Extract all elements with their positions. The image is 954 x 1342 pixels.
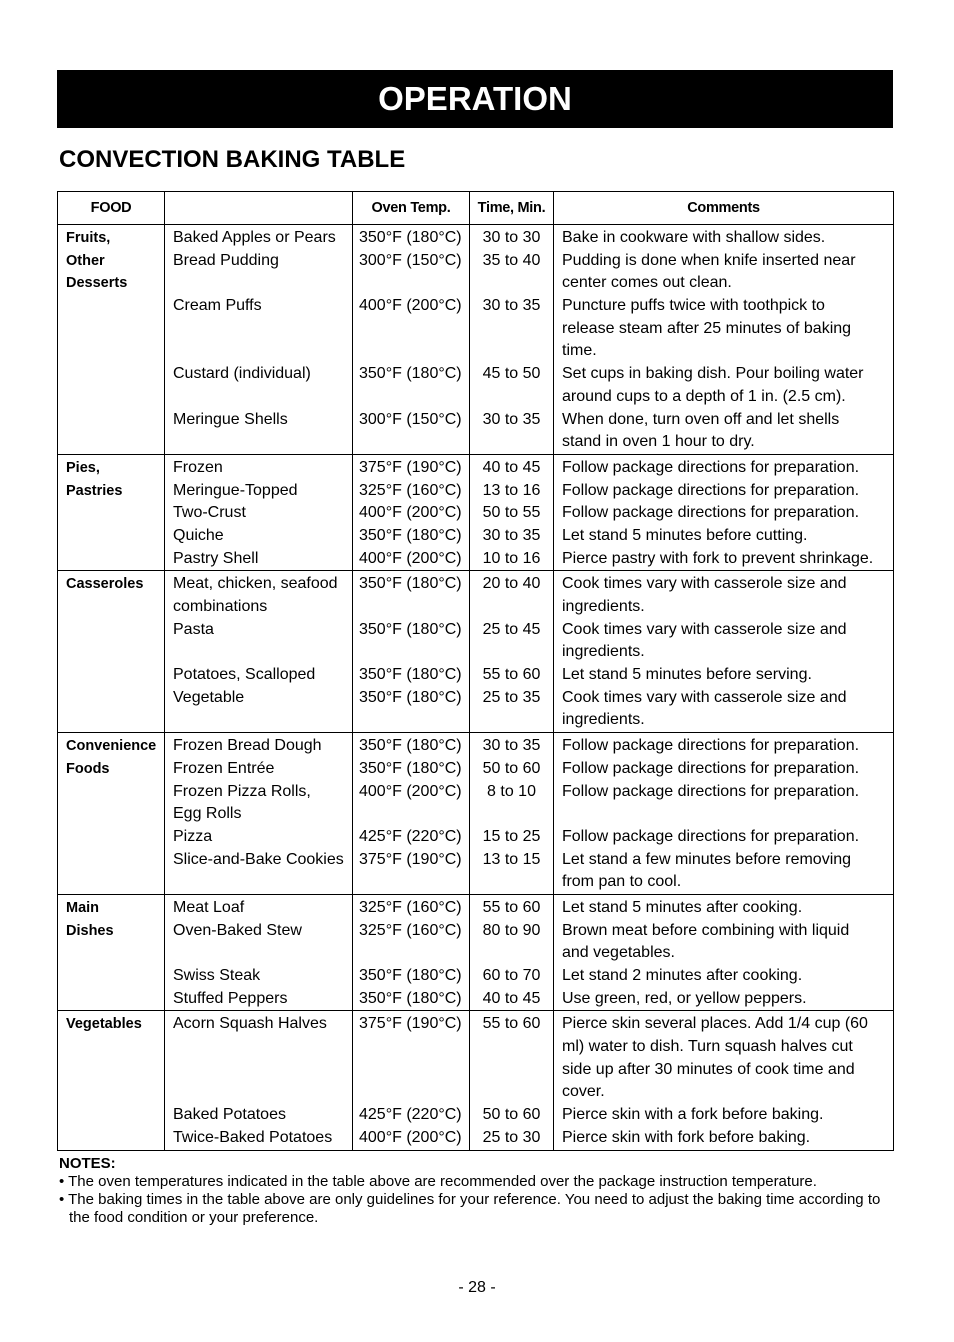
category-label: Other: [66, 252, 105, 269]
food-cell: [165, 571, 353, 733]
category-label: Casseroles: [66, 576, 144, 593]
cell-line: Follow package directions for preparation.: [562, 737, 860, 755]
cell-line: 400°F (200°C): [359, 504, 462, 522]
category-label: Dishes: [66, 922, 114, 939]
cell-line: Let stand 5 minutes before serving.: [562, 666, 812, 684]
oven-temp-cell: [353, 1011, 470, 1150]
time-cell: [470, 1011, 554, 1150]
cell-line: Pierce skin several places. Add 1/4 cup (60: [562, 1015, 868, 1033]
time-cell: [470, 454, 554, 570]
cell-line: 30 to 35: [482, 526, 541, 544]
cell-line: Pizza: [173, 827, 213, 845]
category-label: Foods: [66, 760, 110, 777]
cell-line: Brown meat before combining with liquid: [562, 921, 850, 939]
cell-line: Potatoes, Scalloped: [173, 666, 316, 684]
cell-line: Let stand a few minutes before removing: [562, 850, 852, 868]
cell-line: [165, 1036, 352, 1059]
cell-line: Vegetable: [173, 688, 245, 706]
cell-line: 325°F (160°C): [359, 481, 462, 499]
table-row-group: [58, 894, 894, 1010]
cell-line: from pan to cool.: [562, 873, 682, 891]
cell-line: 300°F (150°C): [359, 251, 462, 269]
cell-line: [470, 272, 553, 295]
cell-line: [470, 386, 553, 409]
cell-line: Use green, red, or yellow peppers.: [562, 989, 807, 1007]
cell-line: [353, 318, 469, 341]
column-header-item: [165, 192, 353, 225]
cell-line: 300°F (150°C): [359, 410, 462, 428]
cell-line: around cups to a depth of 1 in. (2.5 cm).: [562, 387, 846, 405]
category-label: Desserts: [66, 275, 128, 292]
cell-line: [165, 431, 352, 454]
cell-line: 30 to 35: [482, 297, 541, 315]
category-cell: [58, 894, 165, 1010]
comments-cell: [554, 733, 894, 895]
cell-line: ml) water to dish. Turn squash halves cut: [562, 1038, 853, 1056]
oven-temp-cell: [353, 454, 470, 570]
cell-line: [470, 1059, 553, 1082]
cell-line: [470, 1036, 553, 1059]
cell-line: [165, 709, 352, 732]
cell-line: 400°F (200°C): [359, 549, 462, 567]
table-row-group: [58, 454, 894, 570]
cell-line: stand in oven 1 hour to dry.: [562, 433, 755, 451]
category-label: Pies,: [66, 459, 100, 476]
cell-line: 350°F (180°C): [359, 526, 462, 544]
cell-line: 30 to 30: [482, 229, 541, 246]
column-header-food: FOOD: [58, 192, 165, 225]
cell-line: cover.: [562, 1083, 605, 1101]
cell-line: [353, 942, 469, 965]
cell-line: Quiche: [173, 526, 224, 544]
cell-line: [470, 709, 553, 732]
cell-line: 325°F (160°C): [359, 921, 462, 939]
cell-line: Frozen Entrée: [173, 759, 275, 777]
cell-line: Frozen: [173, 458, 223, 476]
note-item: • The oven temperatures indicated in the table above are recommended over the package instruction temperature.: [59, 1173, 817, 1190]
cell-line: 350°F (180°C): [359, 989, 462, 1007]
cell-line: [470, 318, 553, 341]
cell-line: 40 to 45: [482, 458, 541, 476]
cell-line: Follow package directions for preparation.: [562, 759, 860, 777]
table-row-group: [58, 1011, 894, 1150]
cell-line: [470, 942, 553, 965]
time-cell: [470, 733, 554, 895]
cell-line: 425°F (220°C): [359, 1106, 462, 1124]
cell-line: Follow package directions for preparation.: [562, 504, 860, 522]
cell-line: [470, 431, 553, 454]
cell-line: Let stand 5 minutes before cutting.: [562, 526, 808, 544]
section-title: CONVECTION BAKING TABLE: [59, 146, 406, 173]
cell-line: 375°F (190°C): [359, 458, 462, 476]
cell-line: Slice-and-Bake Cookies: [173, 850, 344, 868]
comments-cell: [554, 571, 894, 733]
table-row-group: [58, 571, 894, 733]
cell-line: [470, 596, 553, 619]
cell-line: Stuffed Peppers: [173, 989, 288, 1007]
cell-line: [470, 1081, 553, 1104]
oven-temp-cell: [353, 225, 470, 455]
cell-line: 350°F (180°C): [359, 620, 462, 638]
food-cell: [165, 1011, 353, 1150]
category-cell: [58, 1011, 165, 1150]
cell-line: [353, 272, 469, 295]
comments-cell: [554, 1011, 894, 1150]
cell-line: Cook times vary with casserole size and: [562, 620, 847, 638]
cell-line: [165, 641, 352, 664]
cell-line: [353, 1036, 469, 1059]
cell-line: Two-Crust: [173, 504, 246, 522]
food-cell: [165, 225, 353, 455]
cell-line: 15 to 25: [482, 827, 541, 845]
cell-line: [353, 1059, 469, 1082]
cell-line: Cook times vary with casserole size and: [562, 688, 847, 706]
category-label: Convenience: [66, 738, 157, 755]
cell-line: Pierce pastry with fork to prevent shrinkage.: [562, 549, 874, 567]
category-cell: [58, 225, 165, 455]
comments-cell: [554, 454, 894, 570]
cell-line: [554, 803, 893, 826]
cell-line: 20 to 40: [482, 575, 541, 593]
category-label: Main: [66, 899, 100, 916]
cell-line: Let stand 2 minutes after cooking.: [562, 967, 803, 984]
notes-section: [59, 1155, 899, 1227]
cell-line: [353, 386, 469, 409]
cell-line: ingredients.: [562, 711, 645, 729]
cell-line: [353, 803, 469, 826]
category-cell: [58, 454, 165, 570]
cell-line: Bread Pudding: [173, 251, 279, 269]
cell-line: [353, 871, 469, 894]
cell-line: Puncture puffs twice with toothpick to: [562, 297, 825, 315]
cell-line: Meat, chicken, seafood: [173, 575, 338, 593]
oven-temp-cell: [353, 733, 470, 895]
convection-baking-table: [57, 191, 894, 1151]
category-cell: [58, 733, 165, 895]
category-cell: [58, 571, 165, 733]
cell-line: Pasta: [173, 620, 214, 638]
cell-line: 55 to 60: [482, 666, 541, 684]
cell-line: [165, 1059, 352, 1082]
cell-line: center comes out clean.: [562, 274, 732, 292]
cell-line: 50 to 55: [482, 504, 541, 522]
cell-line: 350°F (180°C): [359, 688, 462, 706]
cell-line: combinations: [173, 598, 268, 615]
cell-line: Frozen Pizza Rolls,: [173, 782, 311, 800]
cell-line: 13 to 15: [482, 850, 541, 868]
cell-line: 80 to 90: [482, 921, 541, 939]
cell-line: release steam after 25 minutes of baking: [562, 319, 852, 337]
cell-line: Twice-Baked Potatoes: [173, 1128, 333, 1146]
category-label: Fruits,: [66, 230, 111, 246]
cell-line: 30 to 35: [482, 737, 541, 755]
cell-line: 13 to 16: [482, 481, 541, 499]
time-cell: [470, 225, 554, 455]
cell-line: 55 to 60: [482, 898, 541, 916]
cell-line: Cook times vary with casserole size and: [562, 575, 847, 593]
cell-line: Custard (individual): [173, 365, 311, 383]
cell-line: When done, turn oven off and let shells: [562, 410, 840, 428]
category-label: Vegetables: [66, 1016, 142, 1033]
cell-line: 350°F (180°C): [359, 365, 462, 383]
cell-line: Meat Loaf: [173, 898, 245, 916]
cell-line: 25 to 35: [482, 688, 541, 706]
cell-line: [353, 641, 469, 664]
cell-line: [353, 340, 469, 363]
cell-line: Acorn Squash Halves: [173, 1015, 327, 1033]
cell-line: 55 to 60: [482, 1015, 541, 1033]
cell-line: 350°F (180°C): [359, 737, 462, 755]
cell-line: 400°F (200°C): [359, 1128, 462, 1146]
category-label: Pastries: [66, 482, 123, 499]
cell-line: Oven-Baked Stew: [173, 921, 302, 939]
cell-line: Frozen Bread Dough: [173, 737, 322, 755]
cell-line: 10 to 16: [482, 549, 541, 567]
notes-title: NOTES:: [59, 1155, 116, 1172]
table-row-group: [58, 733, 894, 895]
cell-line: Egg Rolls: [173, 805, 242, 823]
cell-line: 350°F (180°C): [359, 229, 462, 246]
cell-line: Pudding is done when knife inserted near: [562, 251, 856, 269]
cell-line: ingredients.: [562, 643, 645, 661]
page-number: - 28 -: [458, 1279, 496, 1296]
cell-line: [470, 871, 553, 894]
cell-line: [353, 431, 469, 454]
table-header-row: [58, 192, 894, 225]
time-cell: [470, 894, 554, 1010]
cell-line: [353, 596, 469, 619]
cell-line: Follow package directions for preparation.: [562, 782, 860, 800]
cell-line: 8 to 10: [487, 782, 536, 800]
cell-line: [165, 272, 352, 295]
cell-line: Swiss Steak: [173, 967, 261, 984]
column-header-time: Time, Min.: [470, 192, 554, 225]
cell-line: Pierce skin with fork before baking.: [562, 1128, 811, 1146]
cell-line: 25 to 30: [482, 1128, 541, 1146]
cell-line: [353, 1081, 469, 1104]
cell-line: 350°F (180°C): [359, 575, 462, 593]
comments-cell: [554, 894, 894, 1010]
cell-line: 400°F (200°C): [359, 297, 462, 315]
cell-line: 50 to 60: [482, 1106, 541, 1124]
food-cell: [165, 894, 353, 1010]
oven-temp-cell: [353, 571, 470, 733]
cell-line: 40 to 45: [482, 989, 541, 1007]
cell-line: Bake in cookware with shallow sides.: [562, 229, 826, 246]
cell-line: Follow package directions for preparation.: [562, 458, 860, 476]
cell-line: Cream Puffs: [173, 297, 262, 315]
cell-line: and vegetables.: [562, 944, 675, 962]
cell-line: Follow package directions for preparation.: [562, 827, 860, 845]
cell-line: Baked Apples or Pears: [173, 229, 336, 246]
cell-line: Follow package directions for preparation.: [562, 481, 860, 499]
cell-line: [165, 942, 352, 965]
cell-line: time.: [562, 342, 597, 360]
cell-line: [165, 318, 352, 341]
cell-line: 50 to 60: [482, 759, 541, 777]
note-item: • The baking times in the table above are only guidelines for your reference. You need to adjust the baking time according to the food condition or your preference.: [59, 1191, 881, 1226]
cell-line: Baked Potatoes: [173, 1106, 286, 1124]
cell-line: [165, 1081, 352, 1104]
cell-line: [353, 709, 469, 732]
cell-line: 350°F (180°C): [359, 759, 462, 777]
cell-line: 425°F (220°C): [359, 827, 462, 845]
cell-line: 35 to 40: [482, 251, 541, 269]
cell-line: Meringue-Topped: [173, 481, 298, 499]
cell-line: 375°F (190°C): [359, 850, 462, 868]
cell-line: Pierce skin with a fork before baking.: [562, 1106, 824, 1124]
cell-line: [165, 871, 352, 894]
cell-line: [165, 340, 352, 363]
food-cell: [165, 733, 353, 895]
cell-line: ingredients.: [562, 598, 645, 615]
cell-line: [470, 641, 553, 664]
cell-line: 350°F (180°C): [359, 967, 462, 984]
cell-line: Pastry Shell: [173, 549, 259, 567]
time-cell: [470, 571, 554, 733]
cell-line: Set cups in baking dish. Pour boiling water: [562, 365, 864, 383]
cell-line: 350°F (180°C): [359, 666, 462, 684]
cell-line: [470, 340, 553, 363]
table-row-group: [58, 225, 894, 455]
page-banner: OPERATION: [57, 70, 893, 128]
cell-line: 375°F (190°C): [359, 1015, 462, 1033]
cell-line: side up after 30 minutes of cook time and: [562, 1060, 855, 1078]
comments-cell: [554, 225, 894, 455]
oven-temp-cell: [353, 894, 470, 1010]
food-cell: [165, 454, 353, 570]
cell-line: 400°F (200°C): [359, 782, 462, 800]
column-header-oven-temp: Oven Temp.: [353, 192, 470, 225]
cell-line: 45 to 50: [482, 365, 541, 383]
cell-line: Let stand 5 minutes after cooking.: [562, 898, 803, 916]
cell-line: 60 to 70: [482, 967, 541, 984]
column-header-comments: Comments: [554, 192, 894, 225]
cell-line: 325°F (160°C): [359, 898, 462, 916]
cell-line: Meringue Shells: [173, 410, 288, 428]
cell-line: [165, 386, 352, 409]
cell-line: 30 to 35: [482, 410, 541, 428]
cell-line: 25 to 45: [482, 620, 541, 638]
cell-line: [470, 803, 553, 826]
